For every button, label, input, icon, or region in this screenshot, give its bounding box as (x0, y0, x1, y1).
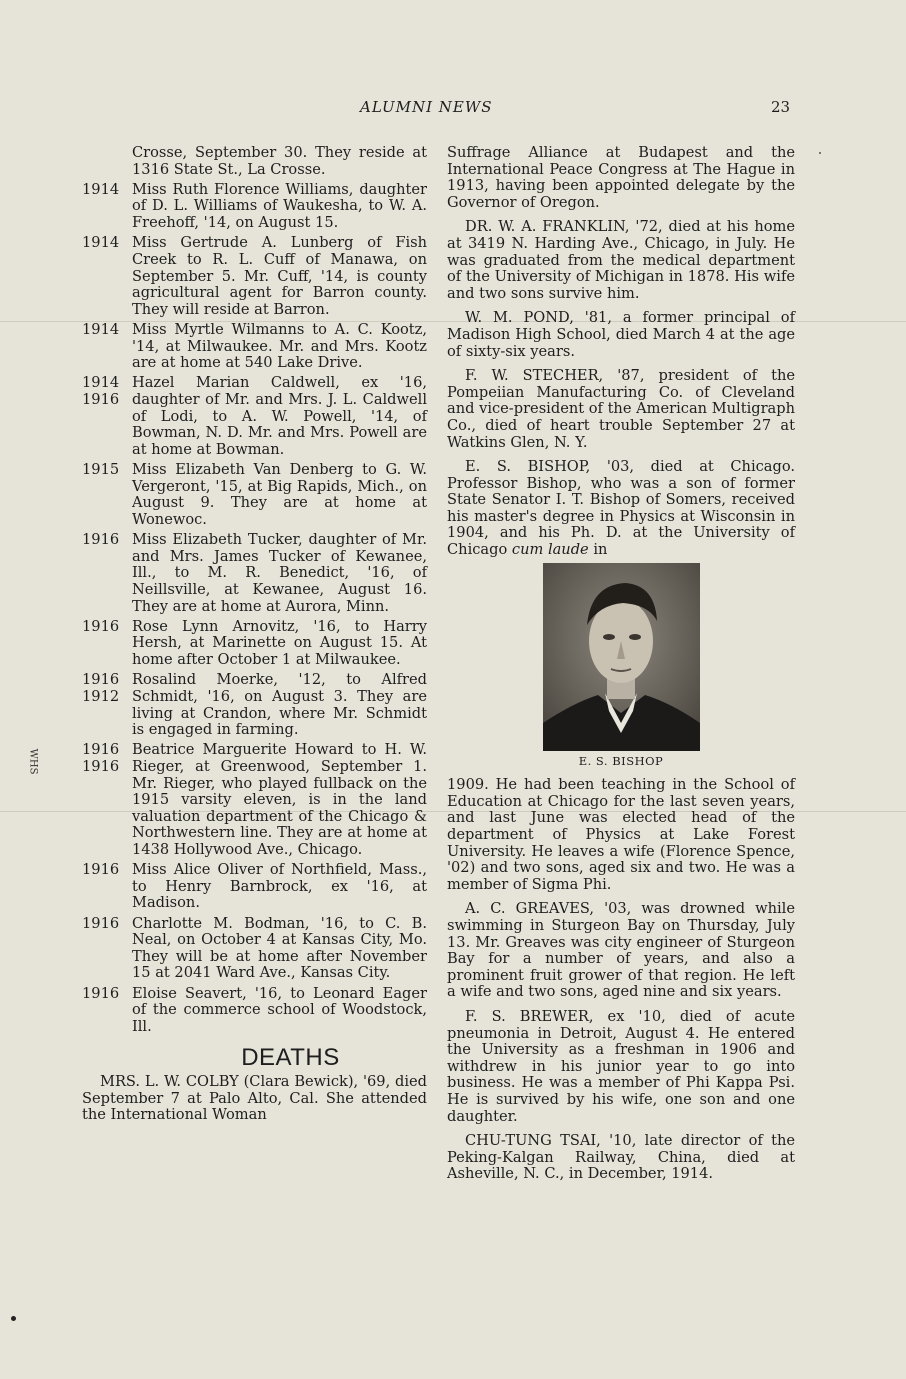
bishop-italic: cum laude (511, 541, 589, 559)
marriage-year: 1916 (82, 757, 120, 775)
marriage-years (82, 916, 132, 982)
death-notice-bishop-continued: 1909. He had been teaching in the School of Education at Chicago for the last seven years, and last June was elected head of the department of Physics at Lake Forest University. He leaves a wife (Florence Spence, '02) and two sons, aged six and two. He was a member of Sigma Phi. (447, 776, 795, 893)
marriage-text: Miss Ruth Florence Williams, daughter of D. L. Williams of Waukesha, to W. A. Freehoff, '14, on August 15. (132, 180, 427, 232)
marriage-text: Miss Gertrude A. Lunberg of Fish Creek to R. L. Cuff of Manawa, on September 5. Mr. Cuff, '14, is county agricultural agent for Barron county. They will reside at Barron. (132, 234, 427, 318)
deaths-heading: DEATHS (241, 1043, 340, 1071)
marriage-years (82, 619, 132, 669)
marriage-text: Miss Alice Oliver of Northfield, Mass., to Henry Barnbrock, ex '16, at Madison. (132, 861, 427, 912)
death-notice-list (447, 901, 795, 1183)
marriage-text: Rosalind Moerke, '12, to Alfred Schmidt, '16, on August 3. They are living at Crandon, where Mr. Schmidt is engaged in farming. (132, 671, 427, 739)
marriage-entry (82, 322, 427, 372)
marriage-year: 1912 (82, 687, 120, 705)
marriage-entry (82, 742, 427, 858)
margin-stamp: WHS (27, 748, 39, 775)
death-notice: MRS. L. W. COLBY (Clara Bewick), '69, died September 7 at Palo Alto, Cal. She attended the International Woman (82, 1073, 427, 1124)
marriage-text: Miss Myrtle Wilmanns to A. C. Kootz, '14, at Milwaukee. Mr. and Mrs. Kootz are at home at 540 Lake Drive. (132, 321, 427, 372)
marriage-entry (82, 986, 427, 1036)
marriage-years (82, 672, 132, 738)
marriage-text: Beatrice Marguerite Howard to H. W. Rieger, at Greenwood, September 1. Mr. Rieger, who played fullback on the 1915 varsity eleven, is in the land valuation department of the Chicago & Northwestern line. They are at home at 1438 Hollywood Ave., Chicago. (132, 741, 427, 858)
marriage-text: Miss Elizabeth Van Denberg to G. W. Vergeront, '15, at Big Rapids, Mich., on August 9. They are at home at Wonewoc. (132, 461, 427, 528)
bishop-intro-end: in (593, 541, 608, 559)
marriage-year: 1916 (82, 671, 120, 689)
death-notice: F. S. BREWER, ex '10, died of acute pneumonia in Detroit, August 4. He entered the University as a freshman in 1906 and withdrew in his junior year to go into business. He was a member of Phi Kappa Psi. He is survived by his wife, one son and one daughter. (447, 1007, 795, 1125)
marriage-entry (82, 462, 427, 528)
marriage-year: 1916 (82, 984, 120, 1002)
marriage-year: 1914 (82, 234, 120, 252)
marriage-year: 1916 (82, 531, 120, 549)
marriage-text: Miss Elizabeth Tucker, daughter of Mr. and Mrs. James Tucker of Kewanee, Ill., to M. R. Benedict, '16, of Neillsville, at Kewanee, August 16. They are at home at Aurora, Minn. (132, 531, 427, 615)
left-column (82, 145, 427, 1132)
marriage-year: 1916 (82, 861, 120, 879)
marriage-years (82, 862, 132, 912)
marriage-years (82, 742, 132, 858)
marriage-years (82, 986, 132, 1036)
marriage-years (82, 322, 132, 372)
death-notice: F. W. STECHER, '87, president of the Pompeiian Manufacturing Co. of Cleveland and vice-president of the American Multigraph Co., died of heart trouble September 27 at Watkins Glen, N. Y. (447, 367, 795, 451)
marriage-year: 1916 (82, 914, 120, 932)
page-number: 23 (771, 98, 791, 116)
marriage-year: 1914 (82, 374, 120, 392)
marriage-entry (82, 375, 427, 458)
marriage-year: 1914 (82, 321, 120, 338)
right-column (447, 145, 795, 1191)
marriage-years (82, 182, 132, 232)
marriage-entry (82, 619, 427, 669)
marriage-text: Hazel Marian Caldwell, ex '16, daughter of Mr. and Mrs. J. L. Caldwell of Lodi, to A. W. Powell, '14, of Bowman, N. D. Mr. and Mrs. Powell are at home at Bowman. (132, 374, 427, 458)
marriage-entry (82, 235, 427, 318)
portrait-figure (447, 563, 795, 770)
death-notice-bishop (447, 459, 795, 559)
marriage-text: Eloise Seavert, '16, to Leonard Eager of the commerce school of Woodstock, Ill. (132, 984, 427, 1035)
death-notice: CHU-TUNG TSAI, '10, late director of the Peking-Kalgan Railway, China, died at Asheville, N. C., in December, 1914. (447, 1132, 795, 1183)
ink-dot (11, 1316, 16, 1321)
portrait-image (543, 563, 700, 751)
marriage-years (82, 532, 132, 615)
marriage-year: 1914 (82, 180, 120, 198)
death-notice-continued: Suffrage Alliance at Budapest and the International Peace Congress at The Hague in 1913, having been appointed delegate by the Governor of Oregon. (447, 144, 795, 211)
marriage-list (82, 182, 427, 1036)
marriage-years (82, 462, 132, 528)
marriage-entry (82, 862, 427, 912)
death-notice: DR. W. A. FRANKLIN, '72, died at his home at 3419 N. Harding Ave., Chicago, in July. He was graduated from the medical department of the University of Michigan in 1878. His wife and two sons survive him. (447, 218, 795, 302)
death-notice-list (447, 219, 795, 451)
marriage-text: Rose Lynn Arnovitz, '16, to Harry Hersh, at Marinette on August 15. At home after October 1 at Milwaukee. (132, 617, 427, 669)
marriage-years (82, 375, 132, 458)
running-header-title: ALUMNI NEWS (360, 98, 493, 116)
death-notice: A. C. GREAVES, '03, was drowned while swimming in Sturgeon Bay on Thursday, July 13. Mr. Greaves was city engineer of Sturgeon Bay for a number of years, and also a prominent fruit grower of that region. He left a wife and two sons, aged nine and six years. (447, 900, 795, 1001)
ink-dot (819, 152, 821, 154)
marriage-years (82, 235, 132, 318)
marriage-entry (82, 532, 427, 615)
marriage-entry (82, 916, 427, 982)
portrait-caption: E. S. BISHOP (578, 753, 664, 768)
marriage-entry (82, 672, 427, 738)
marriage-year: 1916 (82, 391, 120, 409)
marriage-entry (82, 182, 427, 232)
marriage-year: 1916 (82, 617, 120, 635)
bishop-intro: E. S. BISHOP, '03, died at Chicago. Professor Bishop, who was a son of former State Senator I. T. Bishop of Somers, received his master's degree in Physics at Wisconsin in 1904, and his Ph. D. at the University of Chicago (447, 458, 795, 559)
death-notice: W. M. POND, '81, a former principal of Madison High School, died March 4 at the age of sixty-six years. (447, 309, 795, 360)
portrait-photo (543, 563, 700, 751)
marriage-text: Charlotte M. Bodman, '16, to C. B. Neal, on October 4 at Kansas City, Mo. They will be at home after November 15 at 2041 Ward Ave., Kansas City. (132, 914, 427, 982)
marriage-continued: Crosse, September 30. They reside at 1316 State St., La Crosse. (132, 144, 427, 178)
marriage-year: 1916 (82, 741, 120, 759)
marriage-year: 1915 (82, 461, 120, 479)
